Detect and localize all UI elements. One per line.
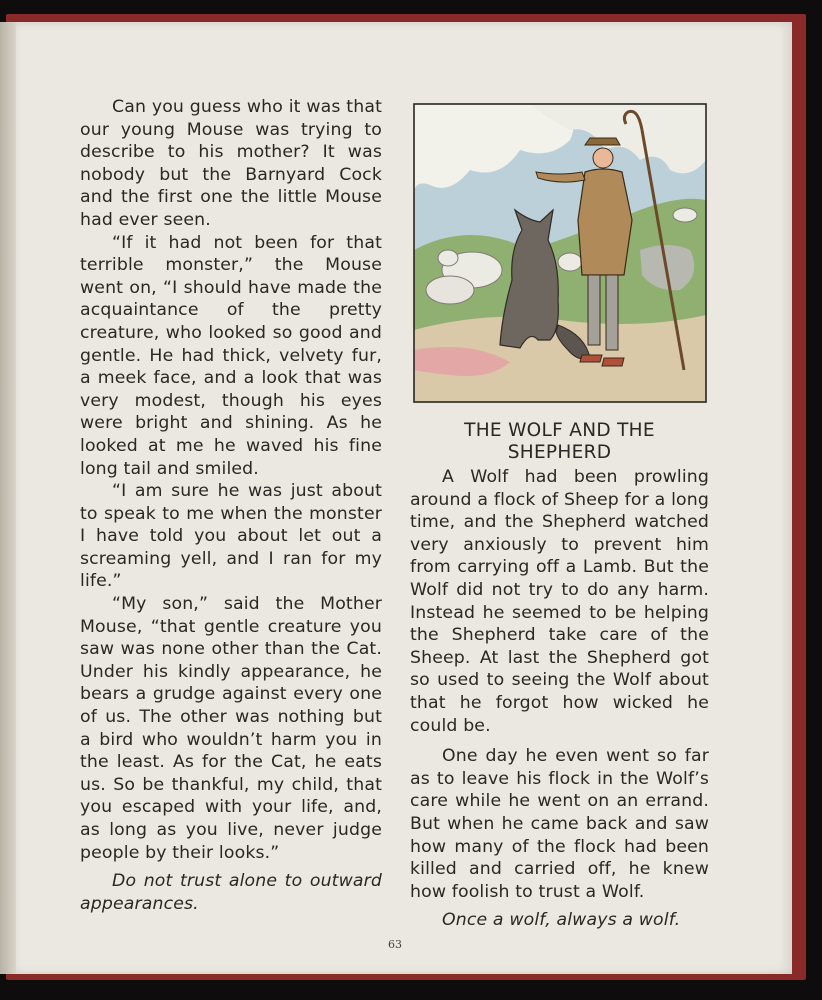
paragraph: “My son,” said the Mother Mouse, “that gentle creature you saw was none other than the Cat. Under his kindly appearance, he bears a grudge against every one of us. The other was nothing but a bird who wouldn’t harm you in the least. As for the Cat, he eats us. So be thankful, my child, that you escaped with your life, and, as long as you live, never judge people by their looks.” xyxy=(80,594,382,863)
wolf-shepherd-illustration xyxy=(410,100,710,406)
moral-text: Once a wolf, always a wolf. xyxy=(442,910,681,931)
paragraph: Can you guess who it was that our young Mouse was trying to describe to his mother? It was nobody but the Barnyard Cock and the first one the little Mouse had ever seen. xyxy=(80,97,382,230)
page-gutter xyxy=(0,22,16,974)
story-title: THE WOLF AND THE SHEPHERD xyxy=(464,420,655,463)
right-text-column xyxy=(410,466,709,932)
page-number: 63 xyxy=(388,938,402,951)
paragraph: “If it had not been for that terrible monster,” the Mouse went on, “I should have made the acquaintance of the pretty creature, who looked so good and gentle. He had thick, velvety fur, a meek face, and a look that was very modest, though his eyes were bright and shining. As he looked at me he waved his fine long tail and smiled. xyxy=(80,232,382,479)
paragraph: A Wolf had been prowling around a flock of Sheep for a long time, and the Shepherd watched very anxiously to prevent him from carrying off a Lamb. But the Wolf did not try to do any harm. Instead he seemed to be helping the Shepherd take care of the Sheep. At last the Shepherd got so used to seeing the Wolf about that he forgot how wicked he could be. xyxy=(410,467,709,736)
moral-text: Do not trust alone to outward appearances. xyxy=(80,871,382,914)
left-text-column xyxy=(80,96,382,915)
paragraph: One day he even went so far as to leave his flock in the Wolf’s care while he went on an errand. But when he came back and saw how many of the flock had been killed and carried off, he knew how foolish to trust a Wolf. xyxy=(410,746,709,902)
paragraph: “I am sure he was just about to speak to me when the monster I have told you about let out a screaming yell, and I ran for my life.” xyxy=(80,481,382,592)
